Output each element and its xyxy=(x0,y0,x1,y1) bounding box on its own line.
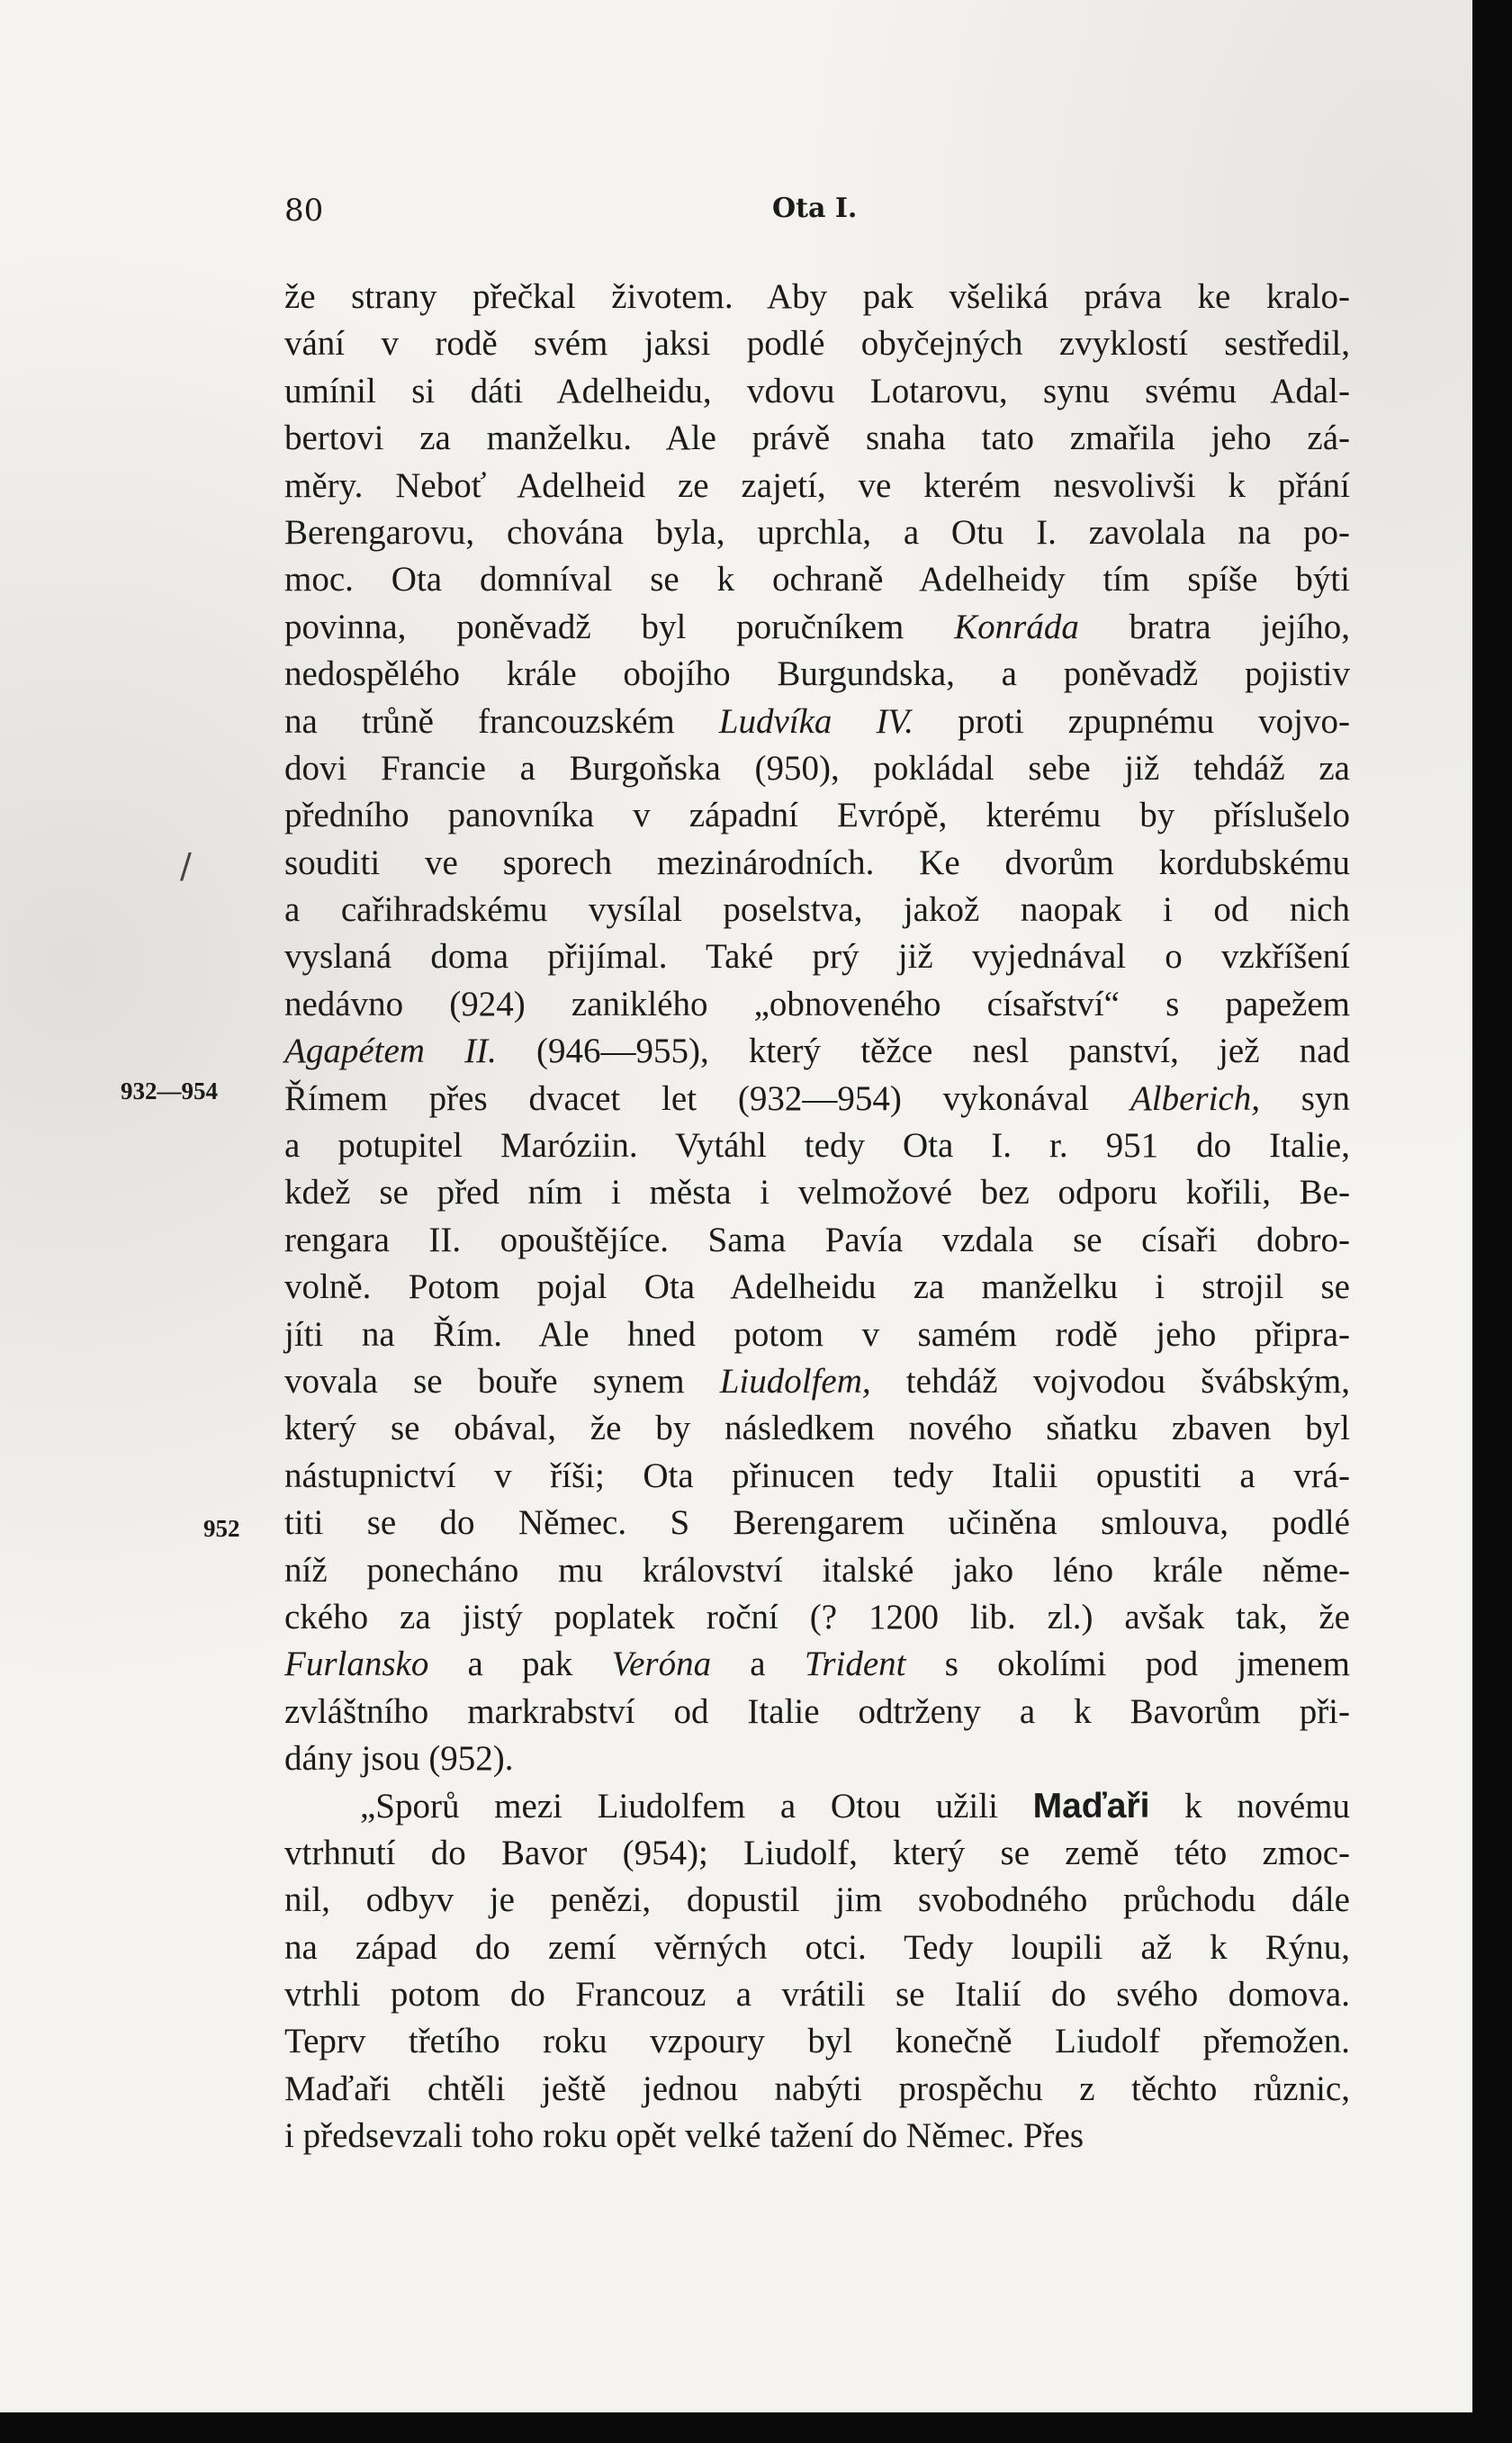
text-segment: na západ do zemí věrných otci. Tedy loupili až k Rýnu, xyxy=(284,1927,1350,1967)
text-segment: bertovi za manželku. Ale právě snaha tato zmařila jeho zá- xyxy=(284,419,1350,458)
text-line xyxy=(284,2113,1350,2159)
text-segment: dovi Francie a Burgoňska (950), pokládal sebe již tehdáž za xyxy=(284,748,1350,788)
text-line xyxy=(284,556,1350,603)
text-segment: nedávno (924) zaniklého „obnoveného císařství“ s papežem xyxy=(284,984,1350,1023)
text-line xyxy=(284,2066,1350,2113)
page-header xyxy=(284,193,1346,238)
text-line xyxy=(284,745,1350,792)
text-segment: a cařihradskému vysílal poselstva, jakož naopak i od nich xyxy=(284,890,1350,930)
text-segment: vtrhnutí do Bavor (954); Liudolf, který se země této zmoc- xyxy=(284,1833,1350,1872)
scan-border-bottom xyxy=(0,2412,1512,2443)
text-segment: vtrhli potom do Francouz a vrátili se Italií do svého domova. xyxy=(284,1975,1350,2015)
text-line xyxy=(284,1358,1350,1405)
text-line xyxy=(284,1971,1350,2018)
text-segment: tehdáž vojvodou švábským, xyxy=(870,1361,1350,1401)
text-segment: vání v rodě svém jaksi podlé obyčejných zvyklostí sestředil, xyxy=(284,324,1350,364)
text-segment: vyslaná doma přijímal. Také prý již vyjednával o vzkříšení xyxy=(284,937,1350,977)
text-segment: níž ponecháno mu království italské jako léno krále něme- xyxy=(284,1550,1350,1590)
text-segment: že strany přečkal životem. Aby pak všeliká práva ke kralo- xyxy=(284,277,1350,316)
text-line xyxy=(284,1312,1350,1358)
text-segment: Římem přes dvacet let (932—954) vykonával xyxy=(284,1078,1130,1118)
text-line xyxy=(284,2018,1350,2065)
running-title: Ota I. xyxy=(772,193,858,224)
text-line xyxy=(284,1641,1350,1688)
text-line xyxy=(284,368,1350,415)
text-line xyxy=(284,887,1350,933)
text-line xyxy=(284,651,1350,698)
text-line xyxy=(284,1830,1350,1877)
bold-term: Maďaři xyxy=(1032,1786,1150,1825)
text-line xyxy=(284,1076,1350,1122)
text-segment: povinna, poněvadž byl poručníkem xyxy=(284,607,955,646)
text-line xyxy=(284,1028,1350,1075)
text-segment: a xyxy=(711,1645,805,1684)
text-segment: Teprv třetího roku vzpoury byl konečně Liudolf přemožen. xyxy=(284,2022,1350,2061)
text-segment: vovala se bouře synem xyxy=(284,1361,720,1401)
text-line xyxy=(284,1877,1350,1924)
text-segment: rengara II. opouštějíce. Sama Pavía vzdala se císaři dobro- xyxy=(284,1220,1350,1259)
text-segment: moc. Ota domníval se k ochraně Adelheidy tím spíše býti xyxy=(284,560,1350,599)
body-text xyxy=(284,274,1350,2160)
text-segment: kdež se před ním i města i velmožové bez odporu kořili, Be- xyxy=(284,1173,1350,1212)
italic-name: Alberich, xyxy=(1130,1078,1260,1118)
text-line xyxy=(284,1453,1350,1500)
text-line xyxy=(284,981,1350,1028)
text-segment: na trůně francouzském xyxy=(284,701,719,741)
text-segment: ckého za jistý poplatek roční (? 1200 lib. zl.) avšak tak, že xyxy=(284,1597,1350,1636)
text-segment: a potupitel Maróziin. Vytáhl tedy Ota I. r. 951 do Italie, xyxy=(284,1126,1350,1166)
text-line xyxy=(284,699,1350,745)
italic-name: Furlansko xyxy=(284,1645,429,1684)
text-segment: předního panovníka v západní Evrópě, kterému by příslušelo xyxy=(284,796,1350,835)
text-line xyxy=(284,1783,1350,1830)
text-line xyxy=(284,320,1350,367)
text-segment: Maďaři chtěli ještě jednou nabýti prospěchu z těchto různic, xyxy=(284,2069,1350,2108)
text-line xyxy=(284,1500,1350,1546)
text-line xyxy=(284,933,1350,980)
text-line xyxy=(284,463,1350,509)
text-segment: i předsevzali toho roku opět velké tažení do Němec. Přes xyxy=(284,2116,1084,2156)
text-segment: souditi ve sporech mezinárodních. Ke dvorům kordubskému xyxy=(284,843,1350,882)
text-line xyxy=(284,604,1350,651)
margin-note-years: 932—954 xyxy=(121,1077,218,1104)
italic-name: Veróna xyxy=(611,1645,712,1684)
text-line xyxy=(284,1405,1350,1452)
italic-name: Liudolfem, xyxy=(719,1361,871,1401)
italic-name: Konráda xyxy=(954,607,1079,646)
text-segment: který se obával, že by následkem nového sňatku zbaven byl xyxy=(284,1409,1350,1448)
text-segment: jíti na Řím. Ale hned potom v samém rodě jeho připra- xyxy=(284,1314,1350,1354)
text-line xyxy=(284,1925,1350,1971)
text-segment: bratra jejího, xyxy=(1078,607,1350,646)
text-segment: k novému xyxy=(1149,1786,1350,1825)
text-segment: a pak xyxy=(428,1645,612,1684)
italic-name: Trident xyxy=(804,1645,906,1684)
text-segment: Berengarovu, chována byla, uprchla, a Otu I. zavolala na po- xyxy=(284,512,1350,552)
text-segment: zvláštního markrabství od Italie odtrženy a k Bavorům při- xyxy=(284,1691,1350,1731)
scan-border-right xyxy=(1472,0,1512,2443)
text-segment: „Sporů mezi Liudolfem a Otou užili xyxy=(360,1786,1033,1825)
text-line xyxy=(284,840,1350,887)
text-line xyxy=(284,792,1350,839)
text-segment: titi se do Němec. S Berengarem učiněna smlouva, podlé xyxy=(284,1503,1350,1543)
text-segment: měry. Neboť Adelheid ze zajetí, ve kterém nesvolivši k přání xyxy=(284,465,1350,505)
text-segment: nástupnictví v říši; Ota přinucen tedy Italii opustiti a vrá- xyxy=(284,1456,1350,1495)
pencil-mark: / xyxy=(180,846,192,886)
italic-name: Agapétem II. xyxy=(284,1032,497,1071)
text-segment: s okolími pod jmenem xyxy=(905,1645,1350,1684)
italic-name: Ludvíka IV. xyxy=(718,701,914,741)
text-line xyxy=(284,1264,1350,1311)
text-line xyxy=(284,1169,1350,1216)
text-segment: nedospělého krále obojího Burgundska, a poněvadž pojistiv xyxy=(284,654,1350,694)
margin-note-year: 952 xyxy=(203,1515,240,1542)
text-line xyxy=(284,1735,1350,1782)
text-line xyxy=(284,1594,1350,1641)
text-line xyxy=(284,1217,1350,1264)
page-number: 80 xyxy=(284,193,324,229)
text-line xyxy=(284,415,1350,462)
text-segment: umínil si dáti Adelheidu, vdovu Lotarovu, synu svému Adal- xyxy=(284,371,1350,410)
text-segment: syn xyxy=(1259,1078,1350,1118)
text-segment: volně. Potom pojal Ota Adelheidu za manželku i strojil se xyxy=(284,1267,1350,1307)
text-segment: (946—955), který těžce nesl panství, jež nad xyxy=(496,1032,1350,1071)
text-line xyxy=(284,274,1350,320)
text-line xyxy=(284,1547,1350,1594)
text-line xyxy=(284,1122,1350,1169)
text-line xyxy=(284,1689,1350,1735)
text-line xyxy=(284,509,1350,556)
text-segment: proti zpupnému vojvo- xyxy=(913,701,1351,741)
text-segment: dány jsou (952). xyxy=(284,1739,514,1779)
text-segment: nil, odbyv je penězi, dopustil jim svobodného průchodu dále xyxy=(284,1880,1350,1920)
